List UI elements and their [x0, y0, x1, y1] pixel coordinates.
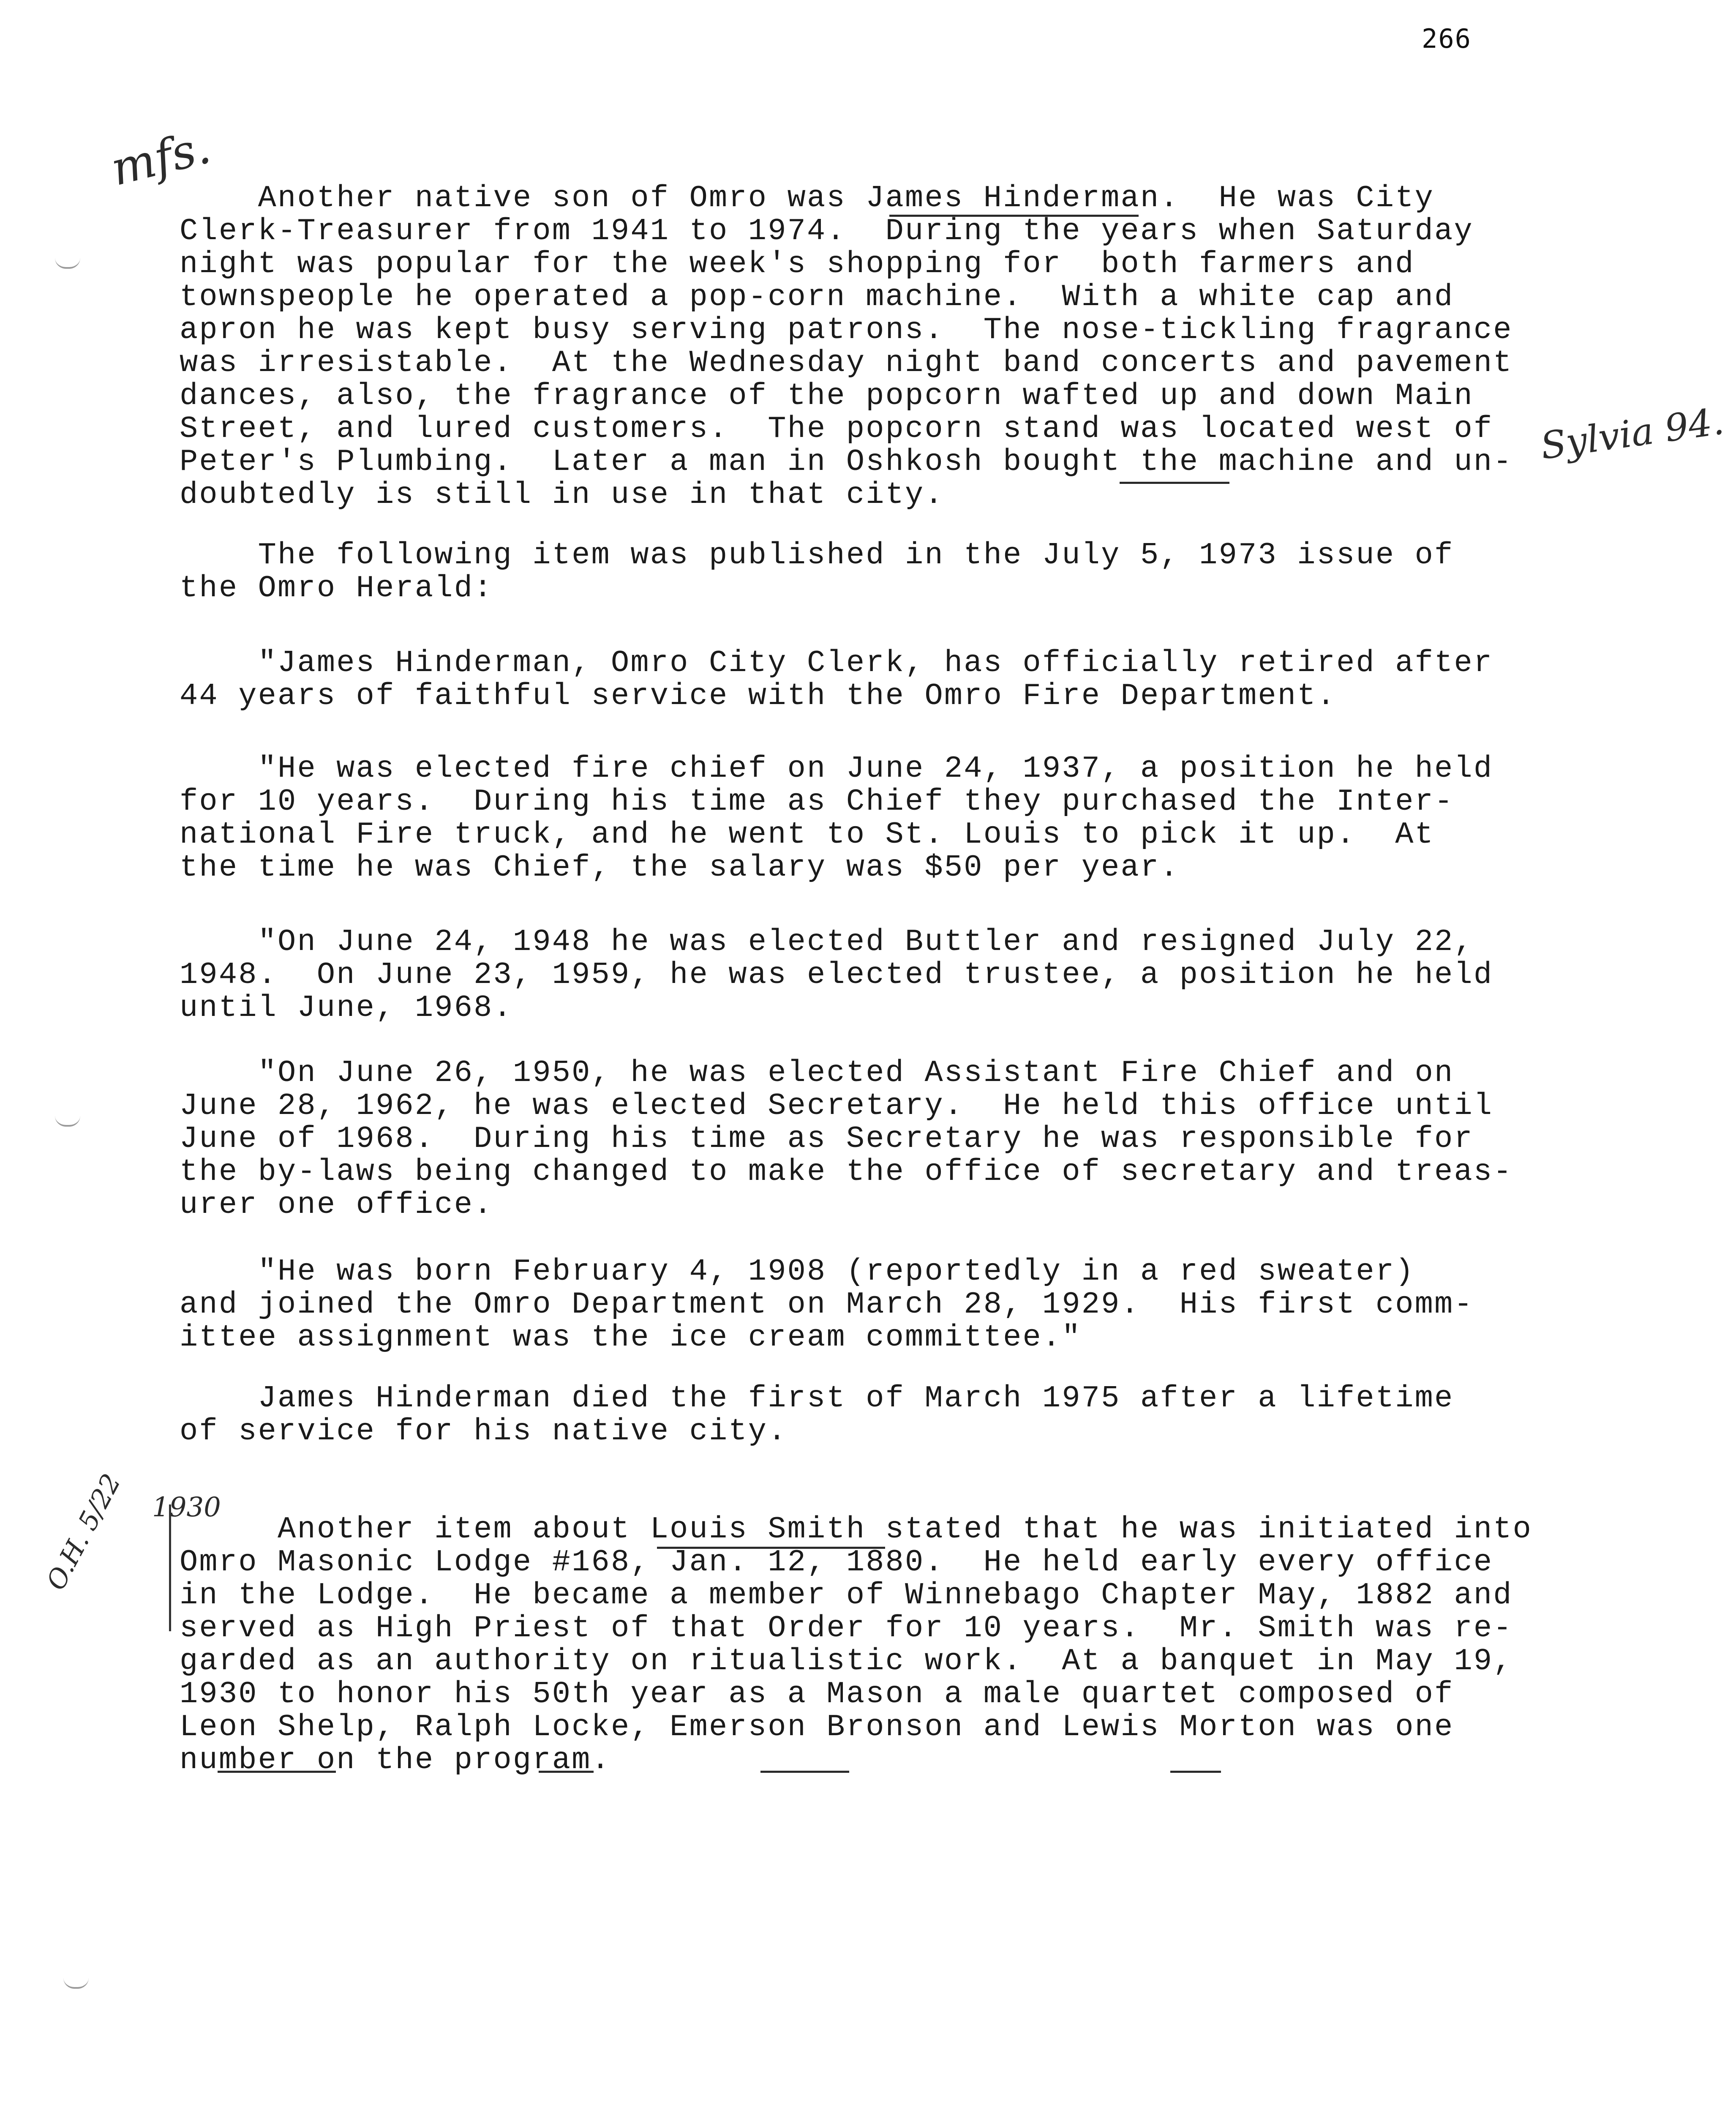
underline-lewis-morton	[1170, 1771, 1221, 1773]
page-number: 266	[1422, 23, 1472, 54]
underline-james-hinderman	[889, 215, 1139, 217]
paragraph-death: James Hinderman died the first of March 1975 after a lifetime of service for his native city.	[180, 1381, 1454, 1449]
underline-louis-smith	[657, 1547, 885, 1549]
paragraph-fire-chief: "He was elected fire chief on June 24, 1937, a position he held for 10 years. During his time as Chief they purchased the Inter- national Fire truck, and he went to St. Louis to pick it up. At the time he was Chief, the salary was $50 per year.	[180, 751, 1493, 885]
binder-hole-mark	[55, 1116, 80, 1127]
underline-leon-shelp	[218, 1771, 336, 1773]
handwritten-initials: mfs.	[106, 119, 216, 197]
paragraph-buttler-trustee: "On June 24, 1948 he was elected Buttler and resigned July 22, 1948. On June 23, 1959, he was elected trustee, a position he held until June, 1968.	[180, 925, 1493, 1025]
paragraph-herald-intro: The following item was published in the July 5, 1973 issue of the Omro Herald:	[180, 538, 1454, 606]
paragraph-hinderman-intro: Another native son of Omro was James Hinderman. He was City Clerk-Treasurer from 1941 to 1974. During the years when Saturday night was popular for the week's shopping for both farmers and townspeople he operated a pop-corn machine. With a white cap and apron he was kept busy serving patrons. The nose-tickling fragrance was irresistable. At the Wednesday night band concerts and pavement dances, also, the fragrance of the popcorn wafted up and down Main Street, and lured customers. The popcorn stand was located west of Peter's Plumbing. Later a man in Oshkosh bought the machine and un- doubtedly is still in use in that city.	[180, 181, 1513, 512]
handwritten-bracket	[169, 1504, 179, 1631]
handwritten-reference-note: O.H. 5/22	[40, 1469, 127, 1595]
underline-emerson-bronson	[760, 1771, 849, 1773]
binder-hole-mark	[63, 1978, 89, 1989]
underline-bought	[1120, 482, 1229, 484]
handwritten-sylvia-note: Sylvia 94.	[1538, 399, 1727, 468]
handwritten-year-note: 1930	[152, 1492, 221, 1523]
paragraph-retirement: "James Hinderman, Omro City Clerk, has officially retired after 44 years of faithful service with the Omro Fire Department.	[180, 646, 1493, 713]
paragraph-assistant-chief: "On June 26, 1950, he was elected Assistant Fire Chief and on June 28, 1962, he was elected Secretary. He held this office until June of 1968. During his time as Secretary he was responsible for the by-laws being changed to make the office of secretary and treas- urer one office.	[180, 1056, 1513, 1222]
underline-ralph-locke	[539, 1771, 594, 1773]
binder-hole-mark	[55, 258, 80, 269]
paragraph-louis-smith: Another item about Louis Smith stated that he was initiated into Omro Masonic Lodge #168, Jan. 12, 1880. He held early every office in the Lodge. He became a member of Winnebago Chapter May, 1882 and served as High Priest of that Order for 10 years. Mr. Smith was re- garded as an authority on ritualistic work. At a banquet in May 19, 1930 to honor his 50th year as a Mason a male quartet composed of Leon Shelp, Ralph Locke, Emerson Bronson and Lewis Morton was one number on the program.	[180, 1512, 1533, 1777]
paragraph-birth: "He was born February 4, 1908 (reportedly in a red sweater) and joined the Omro Department on March 28, 1929. His first comm- ittee assignment was the ice cream committee."	[180, 1254, 1474, 1355]
